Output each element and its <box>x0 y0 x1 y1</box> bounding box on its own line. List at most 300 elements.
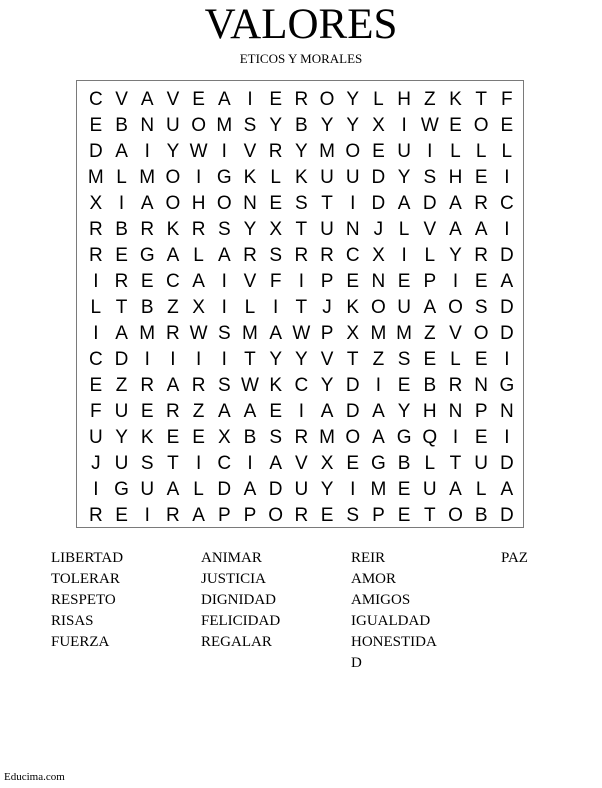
grid-letter: S <box>217 375 231 396</box>
grid-letter: W <box>292 323 311 344</box>
grid-letter: I <box>504 349 510 370</box>
grid-letter: C <box>499 193 514 214</box>
grid-letter: I <box>195 349 202 370</box>
grid-letter: I <box>144 141 150 162</box>
grid-letter: S <box>243 115 257 136</box>
grid-letter: R <box>166 401 180 422</box>
grid-letter: A <box>192 271 205 292</box>
grid-letter: U <box>166 115 180 136</box>
grid-letter: S <box>269 245 282 266</box>
grid-letter: E <box>449 115 462 136</box>
grid-letter: E <box>474 167 488 188</box>
grid-letter: R <box>166 323 180 344</box>
grid-letter: A <box>166 375 180 396</box>
grid-letter: H <box>448 167 463 188</box>
grid-letter: S <box>217 219 231 240</box>
grid-letter: X <box>372 245 385 266</box>
word-item: REGALAR <box>201 634 272 650</box>
grid-letter: I <box>350 479 356 500</box>
grid-letter: R <box>474 193 489 214</box>
grid-letter: I <box>298 271 304 292</box>
grid-letter: H <box>422 401 437 422</box>
grid-letter: T <box>244 349 256 370</box>
grid-letter: D <box>371 167 386 188</box>
page-title: VALORES <box>204 1 398 48</box>
grid-letter: U <box>114 453 129 474</box>
grid-letter: P <box>320 323 334 344</box>
word-list-column-3 <box>351 548 446 674</box>
grid-letter: I <box>504 427 510 448</box>
grid-letter: F <box>90 401 102 422</box>
grid-letter: D <box>499 453 514 474</box>
grid-letter: I <box>247 453 253 474</box>
grid-letter: E <box>346 453 360 474</box>
grid-letter: T <box>449 453 462 474</box>
grid-letter: Z <box>423 89 436 110</box>
grid-letter: E <box>166 427 180 448</box>
grid-letter: E <box>423 349 437 370</box>
grid-letter: L <box>193 479 204 500</box>
grid-letter: S <box>269 427 282 448</box>
grid-letter: I <box>221 349 227 370</box>
grid-letter: U <box>397 297 411 318</box>
grid-letter: D <box>499 323 514 344</box>
grid-letter: E <box>474 349 488 370</box>
grid-letter: S <box>217 323 231 344</box>
grid-letter: L <box>450 141 461 162</box>
grid-letter: S <box>346 505 360 526</box>
grid-letter: M <box>242 323 258 344</box>
grid-letter: E <box>474 427 488 448</box>
grid-letter: M <box>396 323 412 344</box>
grid-letter: M <box>216 115 233 136</box>
grid-letter: A <box>500 479 514 500</box>
grid-letter: O <box>473 115 489 136</box>
grid-letter: I <box>452 271 459 292</box>
grid-letter: D <box>371 193 386 214</box>
grid-letter: Y <box>320 375 334 396</box>
grid-letter: E <box>269 89 282 110</box>
grid-letter: E <box>346 271 360 292</box>
grid-letter: S <box>474 297 488 318</box>
grid-letter: E <box>372 141 385 162</box>
grid-letter: E <box>89 115 103 136</box>
grid-letter: I <box>195 167 202 188</box>
grid-letter: E <box>192 89 205 110</box>
grid-letter: R <box>294 427 309 448</box>
grid-letter: R <box>294 505 309 526</box>
grid-letter: K <box>166 219 180 240</box>
word-list-column-4 <box>501 548 601 569</box>
grid-letter: A <box>372 427 385 448</box>
grid-letter: J <box>91 453 101 474</box>
word-item: HONESTIDAD <box>351 634 437 671</box>
grid-letter: X <box>217 427 231 448</box>
grid-letter: I <box>350 193 356 214</box>
grid-letter: A <box>500 271 514 292</box>
grid-letter: D <box>88 141 103 162</box>
grid-letter: F <box>501 89 513 110</box>
grid-letter: U <box>294 479 309 500</box>
grid-letter: I <box>452 427 459 448</box>
word-search-box <box>76 80 524 528</box>
grid-letter: I <box>93 271 99 292</box>
grid-letter: Y <box>269 115 282 136</box>
grid-letter: A <box>397 193 411 214</box>
grid-letter: A <box>243 401 257 422</box>
grid-letter: M <box>139 167 156 188</box>
grid-letter: V <box>115 89 128 110</box>
grid-letter: A <box>140 89 154 110</box>
grid-letter: O <box>473 323 489 344</box>
grid-letter: P <box>320 271 334 292</box>
grid-letter: E <box>140 401 154 422</box>
grid-letter: O <box>191 115 206 136</box>
grid-letter: C <box>88 349 103 370</box>
grid-letter: R <box>140 375 155 396</box>
grid-letter: A <box>449 219 462 240</box>
grid-letter: V <box>166 89 180 110</box>
word-item: LIBERTAD <box>51 550 124 566</box>
grid-letter: Y <box>115 427 128 448</box>
grid-letter: M <box>370 323 387 344</box>
grid-letter: L <box>90 297 102 318</box>
grid-letter: I <box>221 141 227 162</box>
grid-letter: O <box>371 297 386 318</box>
grid-letter: I <box>427 141 433 162</box>
grid-letter: S <box>140 453 154 474</box>
grid-letter: D <box>345 401 360 422</box>
grid-letter: A <box>449 193 462 214</box>
grid-letter: B <box>474 505 488 526</box>
grid-letter: X <box>89 193 103 214</box>
grid-letter: U <box>397 141 411 162</box>
grid-letter: A <box>320 401 334 422</box>
grid-letter: Y <box>346 115 360 136</box>
grid-letter: I <box>504 219 510 240</box>
grid-letter: Z <box>192 401 205 422</box>
grid-letter: L <box>424 453 436 474</box>
grid-letter: K <box>140 427 154 448</box>
grid-letter: B <box>423 375 437 396</box>
grid-letter: A <box>166 245 180 266</box>
grid-letter: Y <box>166 141 180 162</box>
grid-letter: T <box>346 349 359 370</box>
grid-letter: A <box>140 193 154 214</box>
grid-letter: X <box>269 219 282 240</box>
grid-letter: L <box>193 245 204 266</box>
word-list-column-2 <box>201 548 301 653</box>
grid-letter: G <box>499 375 515 396</box>
grid-letter: D <box>422 193 437 214</box>
grid-letter: A <box>269 323 282 344</box>
grid-letter: W <box>189 323 208 344</box>
grid-letter: I <box>221 297 227 318</box>
grid-letter: C <box>217 453 232 474</box>
grid-letter: E <box>397 271 411 292</box>
grid-letter: S <box>397 349 411 370</box>
grid-letter: M <box>319 427 335 448</box>
grid-letter: A <box>217 401 231 422</box>
grid-letter: T <box>295 297 308 318</box>
grid-letter: I <box>247 89 253 110</box>
grid-letter: N <box>448 401 463 422</box>
word-item: ANIMAR <box>201 550 262 566</box>
grid-letter: N <box>345 219 360 240</box>
grid-letter: P <box>372 505 385 526</box>
footer-credit: Educima.com <box>4 771 65 783</box>
grid-letter: T <box>475 89 487 110</box>
grid-letter: X <box>192 297 205 318</box>
grid-letter: R <box>166 505 180 526</box>
grid-letter: Z <box>372 349 385 370</box>
grid-letter: E <box>397 505 411 526</box>
grid-letter: Y <box>397 167 411 188</box>
grid-letter: R <box>191 375 206 396</box>
grid-letter: R <box>474 245 489 266</box>
grid-letter: L <box>270 167 281 188</box>
grid-letter: R <box>191 219 206 240</box>
grid-letter: R <box>294 245 309 266</box>
grid-letter: I <box>170 349 176 370</box>
grid-letter: E <box>397 375 411 396</box>
grid-letter: O <box>165 167 181 188</box>
grid-letter: B <box>243 427 257 448</box>
grid-letter: Y <box>295 349 308 370</box>
grid-letter: U <box>320 167 334 188</box>
grid-letter: L <box>475 141 487 162</box>
grid-letter: D <box>499 505 514 526</box>
grid-letter: E <box>474 271 488 292</box>
grid-letter: N <box>474 375 489 396</box>
grid-letter: B <box>115 115 128 136</box>
grid-letter: R <box>294 89 309 110</box>
grid-letter: E <box>269 193 282 214</box>
grid-letter: A <box>449 479 462 500</box>
grid-letter: E <box>89 375 103 396</box>
grid-letter: A <box>166 479 180 500</box>
grid-letter: U <box>422 479 437 500</box>
grid-letter: E <box>269 401 282 422</box>
grid-letter: S <box>295 193 308 214</box>
grid-letter: I <box>93 479 99 500</box>
grid-letter: P <box>217 505 231 526</box>
grid-letter: E <box>320 505 334 526</box>
grid-letter: O <box>268 505 284 526</box>
grid-letter: A <box>372 401 385 422</box>
grid-letter: K <box>449 89 462 110</box>
grid-letter: F <box>269 271 282 292</box>
grid-letter: Y <box>320 115 334 136</box>
grid-letter: V <box>243 141 257 162</box>
grid-letter: O <box>448 505 463 526</box>
grid-letter: R <box>114 271 129 292</box>
word-item: REIR <box>351 550 386 566</box>
grid-letter: C <box>88 89 103 110</box>
grid-letter: K <box>295 167 308 188</box>
grid-letter: I <box>504 167 510 188</box>
letter-grid <box>83 87 521 529</box>
grid-letter: Z <box>423 323 436 344</box>
grid-letter: D <box>499 297 514 318</box>
grid-letter: N <box>140 115 155 136</box>
grid-letter: Y <box>243 219 257 240</box>
word-item: RESPETO <box>51 592 116 608</box>
grid-letter: V <box>243 271 257 292</box>
grid-letter: M <box>319 141 335 162</box>
grid-letter: H <box>191 193 206 214</box>
word-item: IGUALDAD <box>351 613 431 629</box>
word-item: AMIGOS <box>351 592 411 608</box>
grid-letter: I <box>273 297 279 318</box>
grid-letter: W <box>420 115 439 136</box>
grid-letter: D <box>499 245 514 266</box>
grid-letter: O <box>165 193 181 214</box>
grid-letter: A <box>115 323 128 344</box>
grid-letter: W <box>241 375 259 396</box>
grid-letter: Q <box>422 427 438 448</box>
grid-letter: I <box>144 349 150 370</box>
grid-letter: I <box>401 245 407 266</box>
grid-letter: G <box>396 427 412 448</box>
grid-letter: J <box>322 297 332 318</box>
grid-letter: V <box>449 323 462 344</box>
grid-letter: R <box>448 375 463 396</box>
grid-letter: Y <box>449 245 462 266</box>
grid-letter: U <box>320 219 334 240</box>
grid-letter: I <box>401 115 407 136</box>
grid-letter: O <box>216 193 232 214</box>
grid-letter: I <box>375 375 382 396</box>
grid-letter: R <box>140 219 155 240</box>
grid-letter: V <box>320 349 334 370</box>
grid-letter: G <box>371 453 386 474</box>
grid-letter: E <box>115 505 128 526</box>
grid-letter: A <box>217 89 231 110</box>
grid-letter: V <box>295 453 308 474</box>
word-item: JUSTICIA <box>201 571 267 587</box>
word-item: AMOR <box>351 571 397 587</box>
grid-letter: A <box>269 453 282 474</box>
word-item: RISAS <box>51 613 94 629</box>
grid-letter: U <box>88 427 103 448</box>
grid-letter: Y <box>320 479 334 500</box>
grid-letter: R <box>243 245 257 266</box>
grid-letter: Z <box>115 375 128 396</box>
grid-letter: R <box>88 505 103 526</box>
grid-letter: W <box>189 141 208 162</box>
grid-letter: Y <box>346 89 360 110</box>
grid-letter: Y <box>269 349 282 370</box>
grid-letter: T <box>115 297 128 318</box>
grid-letter: E <box>140 271 154 292</box>
grid-letter: D <box>345 375 360 396</box>
grid-letter: L <box>450 349 461 370</box>
grid-letter: M <box>139 323 156 344</box>
grid-letter: E <box>500 115 514 136</box>
grid-letter: N <box>499 401 514 422</box>
grid-letter: T <box>321 193 333 214</box>
grid-letter: L <box>398 219 410 240</box>
word-item: FUERZA <box>51 634 110 650</box>
grid-letter: G <box>114 479 129 500</box>
grid-letter: T <box>295 219 308 240</box>
grid-letter: D <box>217 479 232 500</box>
grid-letter: N <box>243 193 257 214</box>
grid-letter: U <box>140 479 155 500</box>
grid-letter: R <box>88 219 103 240</box>
grid-letter: I <box>93 323 99 344</box>
grid-letter: O <box>448 297 463 318</box>
word-item: TOLERAR <box>51 571 120 587</box>
grid-letter: X <box>372 115 385 136</box>
grid-letter: K <box>243 167 257 188</box>
word-item: DIGNIDAD <box>201 592 276 608</box>
grid-letter: E <box>115 245 128 266</box>
grid-letter: K <box>346 297 360 318</box>
grid-letter: P <box>474 401 488 422</box>
grid-letter: N <box>371 271 386 292</box>
grid-letter: S <box>423 167 437 188</box>
grid-letter: L <box>475 479 487 500</box>
word-item: PAZ <box>501 550 528 566</box>
grid-letter: I <box>144 505 150 526</box>
grid-letter: H <box>397 89 411 110</box>
grid-letter: I <box>221 271 227 292</box>
grid-letter: I <box>118 193 125 214</box>
grid-letter: L <box>244 297 256 318</box>
grid-letter: K <box>269 375 282 396</box>
grid-letter: A <box>243 479 257 500</box>
grid-letter: M <box>370 479 387 500</box>
grid-letter: Y <box>397 401 411 422</box>
grid-letter: I <box>298 401 304 422</box>
grid-letter: X <box>346 323 360 344</box>
grid-letter: C <box>345 245 360 266</box>
grid-letter: L <box>424 245 436 266</box>
page-subtitle: ETICOS Y MORALES <box>239 51 363 66</box>
grid-letter: O <box>319 89 335 110</box>
grid-letter: D <box>268 479 283 500</box>
grid-letter: B <box>140 297 154 318</box>
grid-letter: L <box>116 167 127 188</box>
grid-letter: R <box>88 245 103 266</box>
grid-letter: O <box>345 141 361 162</box>
grid-letter: P <box>243 505 257 526</box>
grid-letter: A <box>115 141 128 162</box>
grid-letter: B <box>295 115 308 136</box>
grid-letter: E <box>192 427 205 448</box>
grid-letter: B <box>397 453 411 474</box>
grid-letter: U <box>114 401 129 422</box>
grid-letter: A <box>474 219 488 240</box>
grid-letter: R <box>268 141 283 162</box>
grid-letter: M <box>87 167 104 188</box>
grid-letter: D <box>114 349 129 370</box>
grid-letter: U <box>474 453 489 474</box>
grid-letter: G <box>216 167 232 188</box>
grid-letter: G <box>139 245 155 266</box>
grid-letter: C <box>294 375 309 396</box>
grid-letter: Z <box>167 297 179 318</box>
grid-letter: V <box>423 219 437 240</box>
grid-letter: X <box>320 453 334 474</box>
grid-letter: T <box>423 505 436 526</box>
grid-letter: B <box>115 219 128 240</box>
grid-letter: U <box>345 167 360 188</box>
grid-letter: R <box>320 245 334 266</box>
grid-letter: A <box>423 297 437 318</box>
